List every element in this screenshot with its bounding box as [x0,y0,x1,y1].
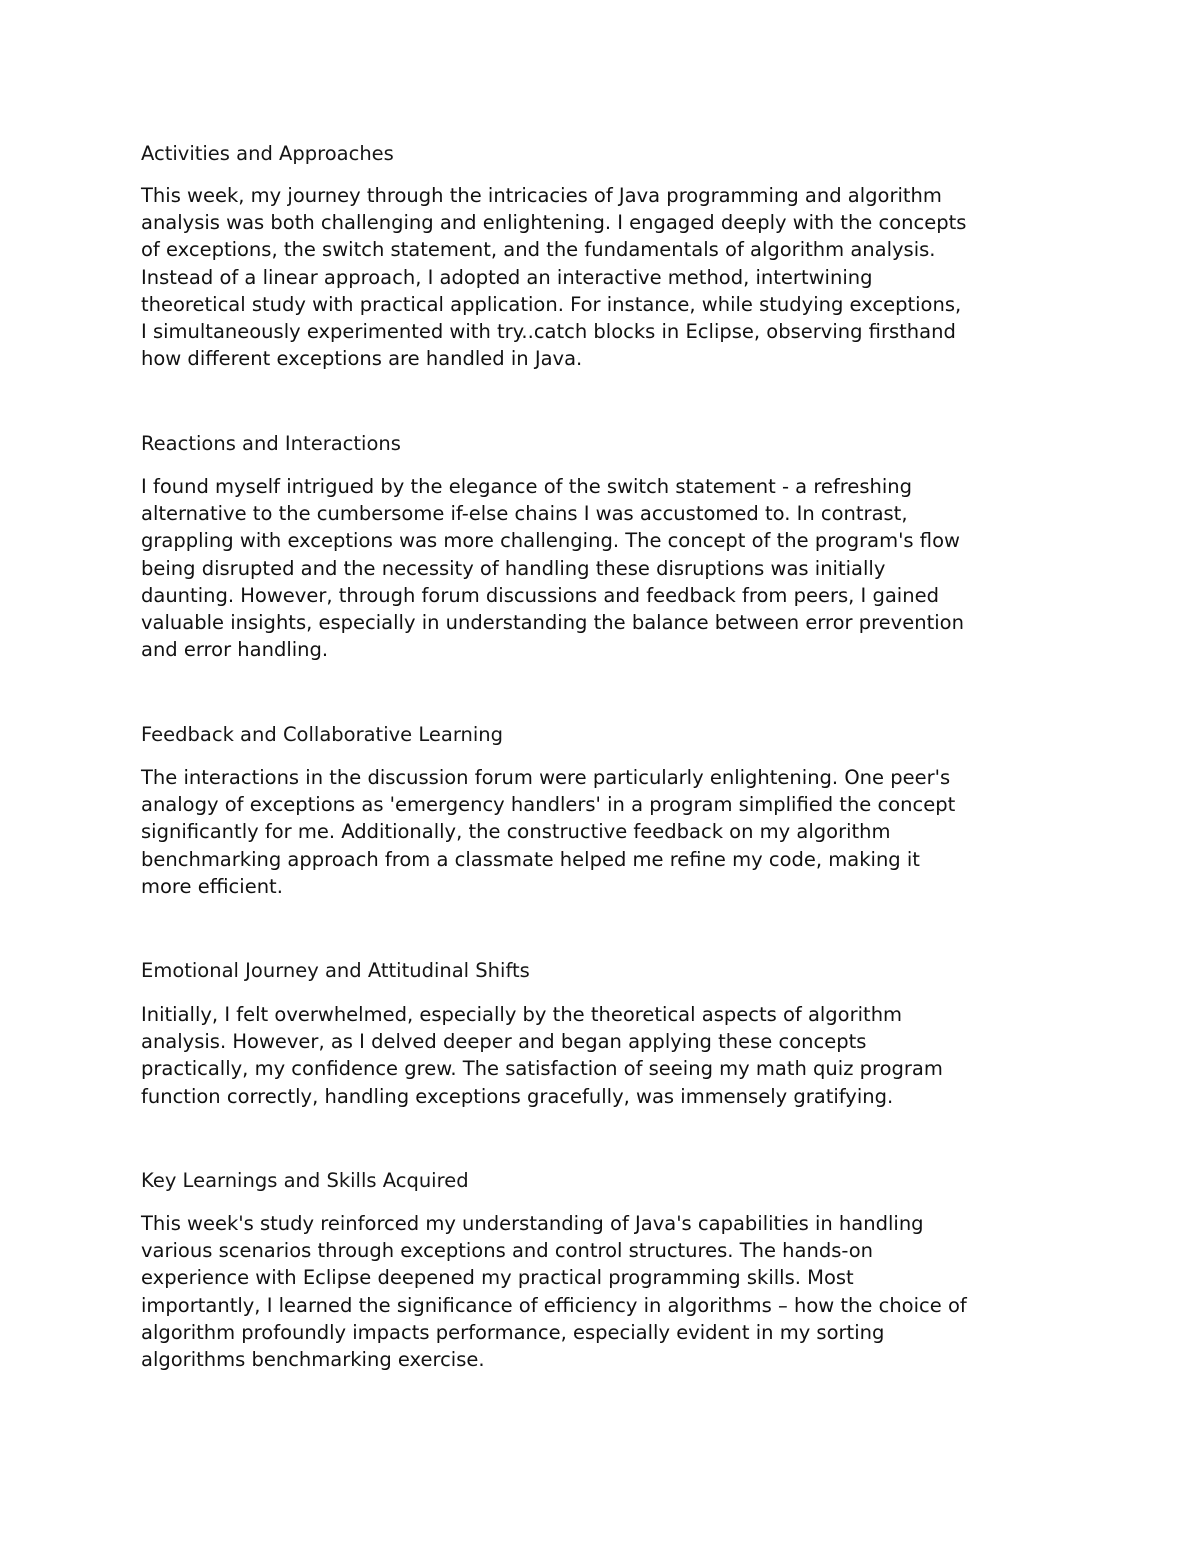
paragraph-line: The interactions in the discussion forum were particularly enlightening. One peer's [141,766,951,789]
paragraph-line: valuable insights, especially in understanding the balance between error prevention [141,611,964,635]
section-heading: Reactions and Interactions [141,432,401,455]
paragraph-line: This week, my journey through the intricacies of Java programming and algorithm [141,184,942,207]
paragraph-line: algorithm profoundly impacts performance, especially evident in my sorting [141,1320,885,1344]
paragraph-line: being disrupted and the necessity of handling these disruptions was initially [141,556,886,580]
section-paragraph [141,1001,1101,1110]
paragraph-line: I simultaneously experimented with try..catch blocks in Eclipse, observing firsthand [141,320,956,344]
section-heading: Feedback and Collaborative Learning [141,723,504,746]
paragraph-line: alternative to the cumbersome if-else chains I was accustomed to. In contrast, [141,502,908,526]
paragraph-line: experience with Eclipse deepened my practical programming skills. Most [141,1266,854,1290]
paragraph-line: more efficient. [141,874,283,898]
paragraph-line: daunting. However, through forum discussions and feedback from peers, I gained [141,583,939,607]
section-paragraph [141,764,1101,900]
paragraph-line: theoretical study with practical application. For instance, while studying exceptions, [141,292,962,316]
section-heading: Activities and Approaches [141,142,394,165]
section-paragraph [141,182,1101,372]
paragraph-line: This week's study reinforced my understanding of Java's capabilities in handling [141,1212,924,1235]
section-heading: Emotional Journey and Attitudinal Shifts [141,959,530,982]
paragraph-line: function correctly, handling exceptions gracefully, was immensely gratifying. [141,1084,894,1108]
paragraph-line: grappling with exceptions was more challenging. The concept of the program's flow [141,529,960,553]
paragraph-line: analogy of exceptions as 'emergency handlers' in a program simplified the concept [141,793,956,817]
paragraph-line: Instead of a linear approach, I adopted an interactive method, intertwining [141,265,873,289]
section-paragraph [141,1210,1101,1373]
paragraph-line: practically, my confidence grew. The satisfaction of seeing my math quiz program [141,1057,943,1081]
paragraph-line: and error handling. [141,638,329,662]
paragraph-line: of exceptions, the switch statement, and the fundamentals of algorithm analysis. [141,238,936,262]
paragraph-line: I found myself intrigued by the elegance of the switch statement - a refreshing [141,475,913,498]
paragraph-line: algorithms benchmarking exercise. [141,1348,485,1372]
paragraph-line: Initially, I felt overwhelmed, especially by the theoretical aspects of algorithm [141,1003,903,1026]
paragraph-line: importantly, I learned the significance of efficiency in algorithms – how the choice of [141,1293,967,1317]
paragraph-line: analysis was both challenging and enlightening. I engaged deeply with the concepts [141,211,967,235]
section-paragraph [141,473,1101,663]
section-heading: Key Learnings and Skills Acquired [141,1169,469,1192]
paragraph-line: various scenarios through exceptions and control structures. The hands-on [141,1239,874,1263]
paragraph-line: how different exceptions are handled in Java. [141,347,583,371]
paragraph-line: significantly for me. Additionally, the constructive feedback on my algorithm [141,820,891,844]
paragraph-line: benchmarking approach from a classmate helped me refine my code, making it [141,847,920,871]
paragraph-line: analysis. However, as I delved deeper and began applying these concepts [141,1030,867,1054]
